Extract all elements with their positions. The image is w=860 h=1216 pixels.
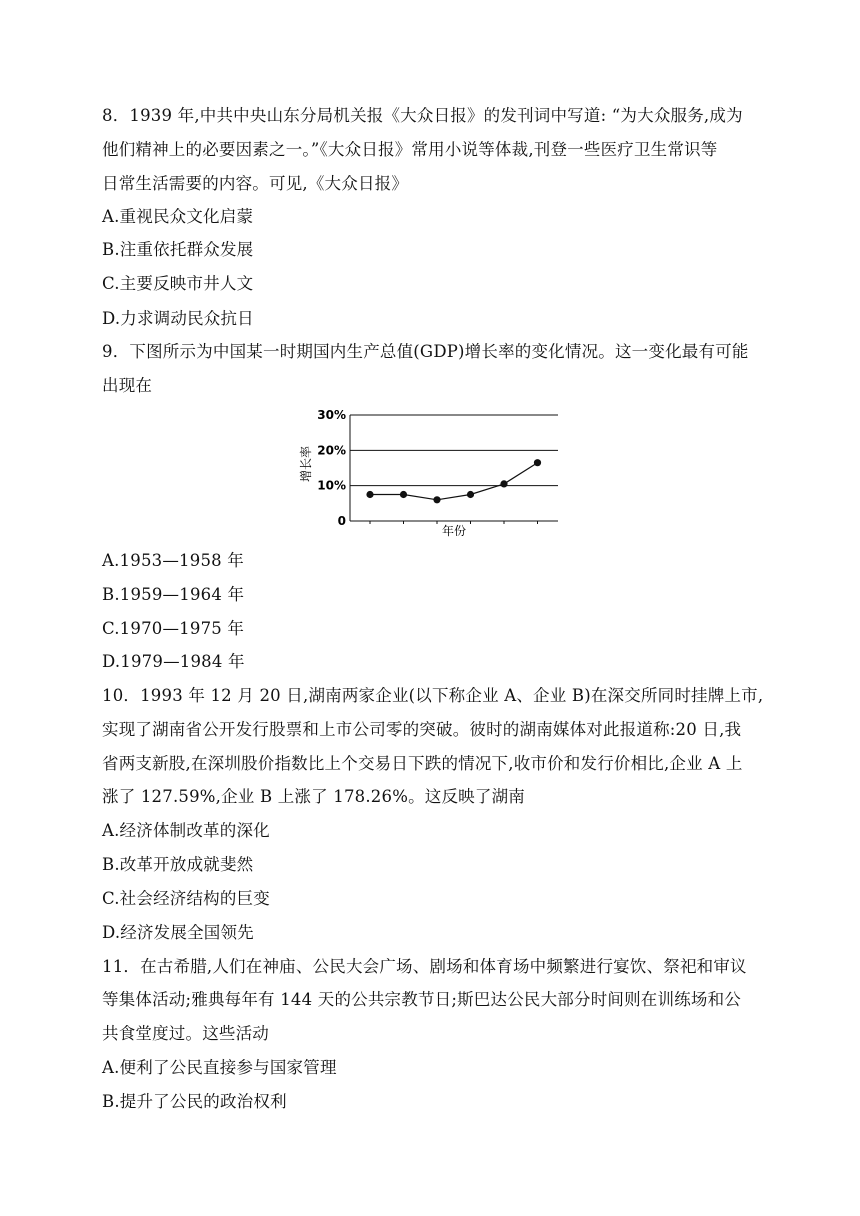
q8-option-c: C.主要反映市井人文 [102, 274, 254, 293]
data-point [400, 491, 407, 498]
q10-option-c: C.社会经济结构的巨变 [102, 889, 270, 908]
data-point [366, 491, 373, 498]
q10-option-a: A.经济体制改革的深化 [102, 821, 270, 840]
q11-stem-line: 等集体活动;雅典每年有 144 天的公共宗教节日;斯巴达公民大部分时间则在训练场和公 [102, 990, 742, 1009]
y-axis-label: 增长率 [299, 445, 313, 483]
q11-option-a: A.便利了公民直接参与国家管理 [102, 1058, 337, 1077]
q8-stem-line: 日常生活需要的内容。可见,《大众日报》 [102, 174, 409, 193]
y-tick-label: 20% [317, 443, 346, 458]
q8-stem-line: 他们精神上的必要因素之一。”《大众日报》常用小说等体裁,刊登一些医疗卫生常识等 [102, 140, 718, 159]
q9-option-a: A.1953—1958 年 [102, 551, 244, 570]
q11-stem-line: 11．在古希腊,人们在神庙、公民大会广场、剧场和体育场中频繁进行宴饮、祭祀和审议 [102, 957, 747, 976]
q9-option-b: B.1959—1964 年 [102, 585, 245, 604]
x-axis-label: 年份 [441, 524, 467, 538]
series-line [370, 463, 538, 500]
q8-stem-line: 8．1939 年,中共中央山东分局机关报《大众日报》的发刊词中写道: “为大众服务,成为 [102, 106, 743, 125]
q10-stem-line: 省两支新股,在深圳股价指数比上个交易日下跌的情况下,收市价和发行价相比,企业 A 上 [102, 754, 743, 773]
q9-stem-line: 出现在 [102, 376, 153, 395]
q11-stem-line: 共食堂度过。这些活动 [102, 1024, 269, 1043]
q9-option-d: D.1979—1984 年 [102, 652, 245, 671]
data-point [534, 459, 541, 466]
data-point [433, 496, 440, 503]
q8-option-d: D.力求调动民众抗日 [102, 309, 254, 328]
q10-stem-line: 10．1993 年 12 月 20 日,湖南两家企业(以下称企业 A、企业 B)在深交所同时挂牌上市, [102, 686, 764, 705]
q11-option-b: B.提升了公民的政治权利 [102, 1092, 287, 1111]
y-tick-label: 0 [337, 514, 346, 528]
q8-option-b: B.注重依托群众发展 [102, 240, 254, 259]
gdp-growth-chart [296, 400, 566, 550]
q9-stem-line: 9．下图所示为中国某一时期国内生产总值(GDP)增长率的变化情况。这一变化最有可能 [102, 342, 749, 361]
q9-option-c: C.1970—1975 年 [102, 619, 245, 638]
q10-option-d: D.经济发展全国领先 [102, 923, 254, 942]
data-point [500, 480, 507, 487]
data-point [467, 491, 474, 498]
q8-option-a: A.重视民众文化启蒙 [102, 207, 254, 226]
q10-stem-line: 涨了 127.59%,企业 B 上涨了 178.26%。这反映了湖南 [102, 787, 525, 806]
q10-stem-line: 实现了湖南省公开发行股票和上市公司零的突破。彼时的湖南媒体对此报道称:20 日,我 [102, 720, 742, 739]
y-tick-label: 10% [317, 478, 346, 493]
q10-option-b: B.改革开放成就斐然 [102, 855, 254, 874]
y-tick-label: 30% [317, 408, 346, 422]
